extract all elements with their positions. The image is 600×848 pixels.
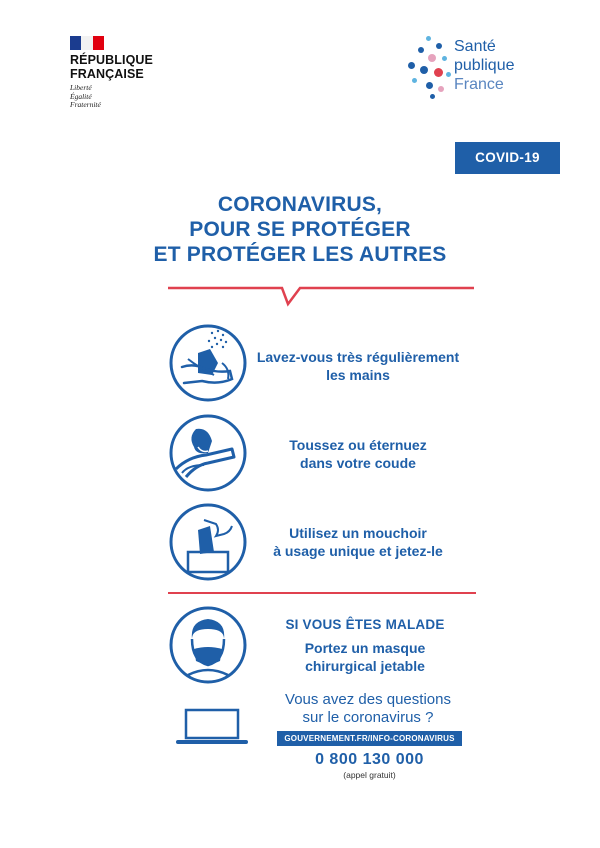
marianne-flag-icon bbox=[70, 36, 104, 50]
sick-text bbox=[270, 639, 460, 675]
page-title bbox=[120, 192, 480, 267]
rf-motto-egalite: Égalité bbox=[70, 91, 92, 101]
gesture-handwashing-text bbox=[248, 348, 468, 384]
questions-line1: Vous avez des questions bbox=[285, 691, 451, 708]
rf-motto-liberte: Liberté bbox=[70, 83, 92, 92]
title-line2: POUR SE PROTÉGER bbox=[189, 218, 411, 241]
title-line3: ET PROTÉGER LES AUTRES bbox=[153, 243, 447, 266]
questions-text bbox=[268, 691, 468, 727]
laptop-icon bbox=[176, 708, 248, 746]
phone-note: (appel gratuit) bbox=[343, 770, 396, 780]
hand-washing-icon bbox=[168, 323, 248, 403]
section-divider bbox=[168, 592, 476, 594]
sick-line1: Portez un masque bbox=[304, 640, 426, 656]
title-line1: CORONAVIRUS, bbox=[217, 193, 383, 216]
cough-elbow-icon bbox=[168, 413, 248, 493]
tissue-box-icon bbox=[168, 502, 248, 582]
gesture-tissue-text bbox=[248, 524, 468, 560]
gesture-tissue-line1: Utilisez un mouchoir bbox=[289, 525, 427, 541]
questions-line2: sur le coronavirus ? bbox=[302, 709, 434, 726]
gesture-cough-line2: dans votre coude bbox=[300, 455, 416, 471]
speech-bubble-divider bbox=[166, 280, 476, 310]
sick-title: SI VOUS ÊTES MALADE bbox=[285, 617, 445, 632]
gesture-handwashing-line1: Lavez-vous très régulièrement bbox=[256, 349, 460, 365]
gesture-cough-line1: Toussez ou éternuez bbox=[289, 437, 427, 453]
gesture-handwashing-line2: les mains bbox=[326, 367, 390, 383]
gesture-tissue-line2: à usage unique et jetez-le bbox=[273, 543, 443, 559]
rf-motto-fraternite: Fraternité bbox=[70, 100, 101, 109]
rf-line1: RÉPUBLIQUE bbox=[70, 53, 153, 67]
info-url-link[interactable]: GOUVERNEMENT.FR/INFO-CORONAVIRUS bbox=[277, 731, 462, 746]
spf-line2: publique bbox=[454, 57, 515, 74]
covid-badge: COVID-19 bbox=[455, 142, 560, 174]
sante-publique-france-logo bbox=[404, 34, 544, 104]
face-mask-icon bbox=[168, 605, 248, 685]
spf-line3: France bbox=[454, 76, 504, 93]
phone-number[interactable]: 0 800 130 000 bbox=[315, 751, 424, 768]
sick-line2: chirurgical jetable bbox=[305, 658, 425, 674]
rf-line2: FRANÇAISE bbox=[70, 67, 144, 81]
gesture-cough-text bbox=[248, 436, 468, 472]
spf-line1: Santé bbox=[454, 38, 496, 55]
republique-francaise-logo bbox=[70, 36, 160, 110]
